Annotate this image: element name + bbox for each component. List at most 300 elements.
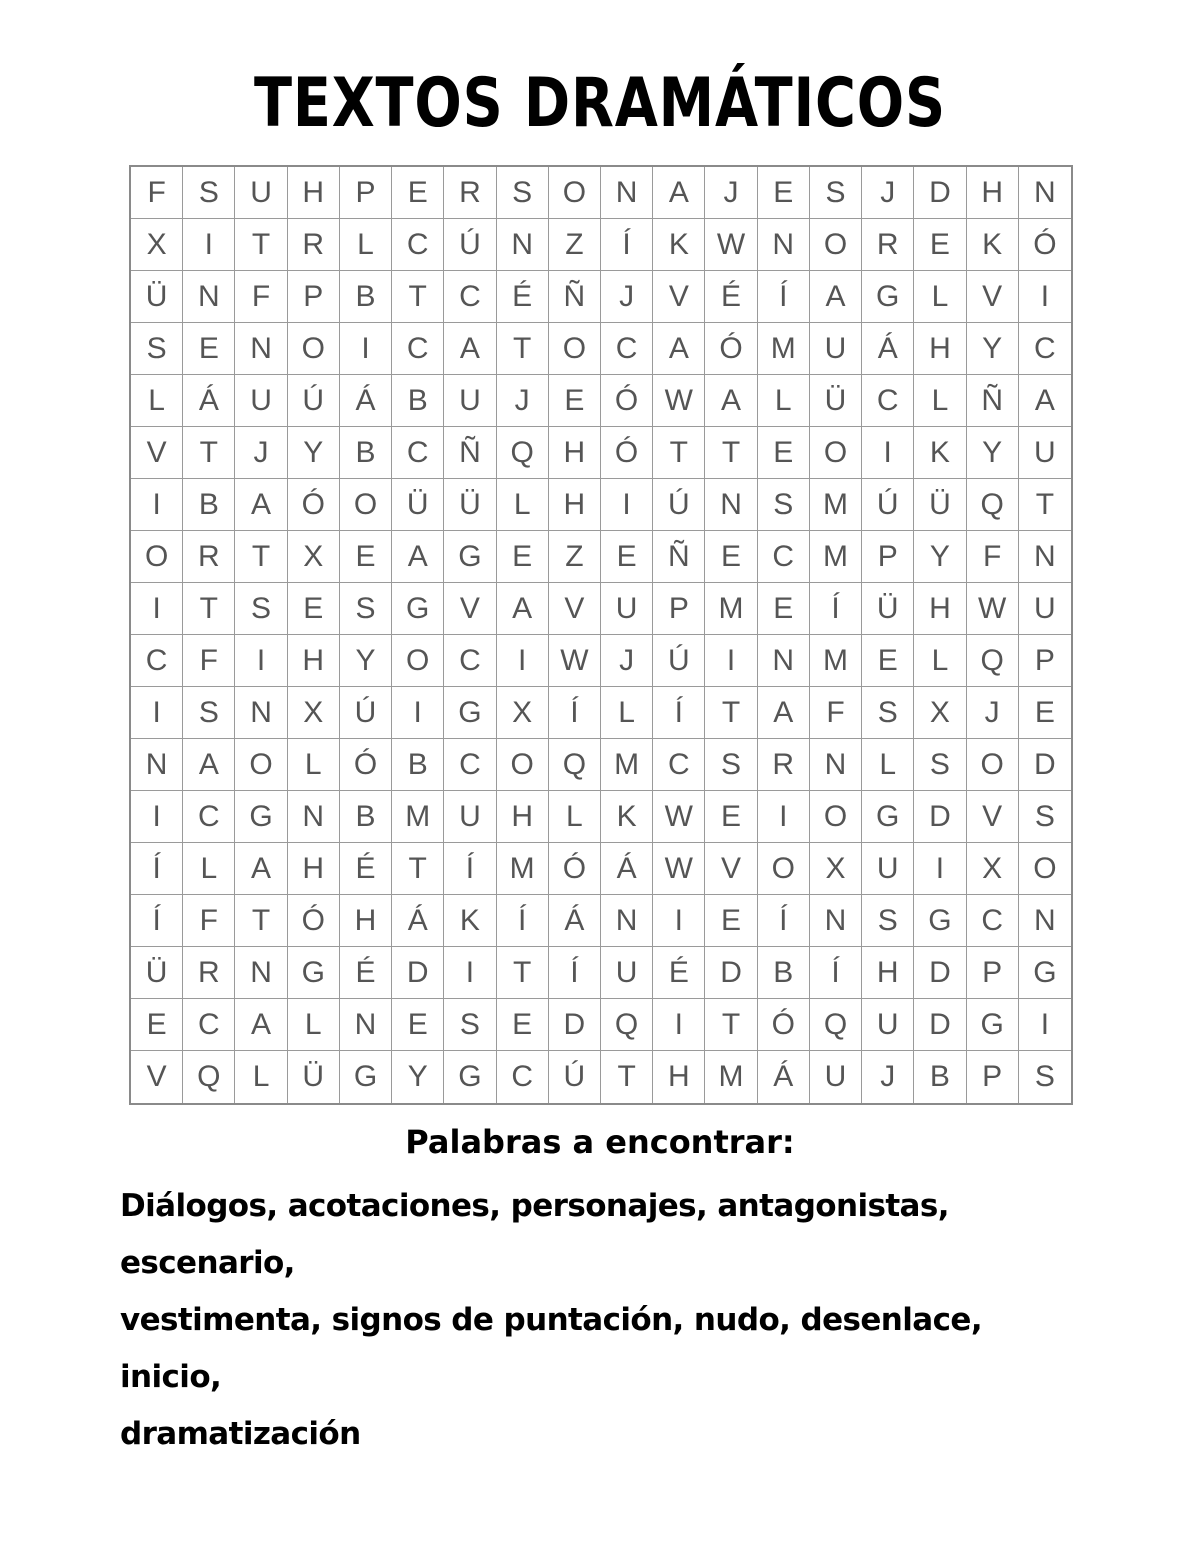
grid-cell: X: [810, 843, 862, 895]
grid-cell: C: [601, 323, 653, 375]
grid-cell: I: [183, 219, 235, 271]
grid-cell: Q: [183, 1051, 235, 1103]
grid-cell: Ó: [601, 427, 653, 479]
grid-cell: N: [758, 219, 810, 271]
grid-cell: X: [131, 219, 183, 271]
grid-cell: U: [1019, 427, 1071, 479]
grid-cell: I: [497, 635, 549, 687]
grid-cell: E: [392, 167, 444, 219]
grid-cell: N: [131, 739, 183, 791]
grid-cell: Ü: [444, 479, 496, 531]
grid-cell: M: [810, 531, 862, 583]
grid-cell: E: [758, 583, 810, 635]
grid-cell: Ü: [131, 271, 183, 323]
grid-cell: G: [444, 1051, 496, 1103]
grid-cell: I: [340, 323, 392, 375]
grid-cell: Ó: [549, 843, 601, 895]
grid-cell: J: [862, 1051, 914, 1103]
grid-cell: G: [1019, 947, 1071, 999]
grid-cell: R: [758, 739, 810, 791]
grid-cell: Ó: [601, 375, 653, 427]
grid-cell: J: [862, 167, 914, 219]
grid-cell: J: [705, 167, 757, 219]
grid-cell: Ó: [288, 895, 340, 947]
grid-cell: Ü: [392, 479, 444, 531]
word-list-line-2: vestimenta, signos de puntación, nudo, desenlace, inicio,: [120, 1302, 983, 1395]
grid-cell: R: [288, 219, 340, 271]
grid-cell: V: [705, 843, 757, 895]
grid-cell: G: [914, 895, 966, 947]
grid-cell: Ó: [705, 323, 757, 375]
grid-cell: S: [810, 167, 862, 219]
grid-cell: N: [235, 947, 287, 999]
grid-cell: H: [914, 323, 966, 375]
grid-cell: L: [914, 375, 966, 427]
grid-cell: X: [288, 687, 340, 739]
grid-cell: D: [392, 947, 444, 999]
grid-cell: R: [862, 219, 914, 271]
grid-cell: É: [340, 947, 392, 999]
grid-cell: I: [705, 635, 757, 687]
grid-cell: O: [1019, 843, 1071, 895]
grid-cell: E: [758, 167, 810, 219]
grid-cell: Í: [810, 947, 862, 999]
grid-cell: P: [1019, 635, 1071, 687]
grid-cell: H: [497, 791, 549, 843]
grid-cell: Ü: [131, 947, 183, 999]
grid-cell: I: [653, 999, 705, 1051]
grid-cell: V: [131, 1051, 183, 1103]
grid-cell: S: [914, 739, 966, 791]
grid-cell: N: [288, 791, 340, 843]
grid-cell: Í: [758, 895, 810, 947]
grid-cell: C: [862, 375, 914, 427]
grid-cell: J: [601, 635, 653, 687]
grid-cell: M: [392, 791, 444, 843]
grid-cell: O: [549, 323, 601, 375]
grid-cell: B: [392, 739, 444, 791]
grid-cell: H: [967, 167, 1019, 219]
grid-cell: H: [914, 583, 966, 635]
grid-cell: V: [131, 427, 183, 479]
grid-cell: E: [183, 323, 235, 375]
grid-cell: H: [288, 167, 340, 219]
grid-cell: I: [131, 479, 183, 531]
grid-cell: U: [862, 999, 914, 1051]
grid-cell: Z: [549, 531, 601, 583]
grid-cell: H: [549, 427, 601, 479]
grid-cell: Ó: [758, 999, 810, 1051]
grid-cell: Y: [392, 1051, 444, 1103]
grid-cell: Y: [340, 635, 392, 687]
grid-cell: A: [810, 271, 862, 323]
grid-cell: E: [131, 999, 183, 1051]
grid-cell: T: [601, 1051, 653, 1103]
grid-cell: E: [914, 219, 966, 271]
grid-cell: D: [549, 999, 601, 1051]
grid-cell: S: [497, 167, 549, 219]
grid-cell: F: [131, 167, 183, 219]
grid-cell: H: [340, 895, 392, 947]
grid-cell: X: [914, 687, 966, 739]
grid-cell: D: [914, 791, 966, 843]
grid-cell: I: [1019, 999, 1071, 1051]
grid-cell: C: [758, 531, 810, 583]
grid-cell: H: [288, 843, 340, 895]
grid-cell: C: [392, 219, 444, 271]
grid-cell: E: [1019, 687, 1071, 739]
grid-cell: B: [340, 427, 392, 479]
grid-cell: P: [862, 531, 914, 583]
grid-cell: I: [131, 583, 183, 635]
grid-cell: É: [705, 271, 757, 323]
grid-cell: I: [131, 791, 183, 843]
grid-cell: P: [967, 1051, 1019, 1103]
grid-cell: M: [601, 739, 653, 791]
grid-cell: N: [810, 895, 862, 947]
grid-cell: R: [183, 531, 235, 583]
grid-cell: Ó: [340, 739, 392, 791]
grid-cell: I: [131, 687, 183, 739]
grid-cell: Í: [549, 947, 601, 999]
grid-cell: Ú: [444, 219, 496, 271]
grid-cell: N: [1019, 531, 1071, 583]
grid-cell: C: [444, 271, 496, 323]
grid-cell: Ú: [653, 635, 705, 687]
grid-cell: C: [444, 635, 496, 687]
word-list-line-1: Diálogos, acotaciones, personajes, antagonistas, escenario,: [120, 1188, 949, 1281]
grid-cell: T: [235, 219, 287, 271]
grid-cell: N: [235, 687, 287, 739]
grid-cell: G: [862, 271, 914, 323]
grid-cell: E: [340, 531, 392, 583]
grid-cell: T: [497, 323, 549, 375]
grid-cell: Ú: [288, 375, 340, 427]
grid-cell: K: [914, 427, 966, 479]
grid-cell: O: [131, 531, 183, 583]
grid-cell: O: [758, 843, 810, 895]
grid-cell: A: [1019, 375, 1071, 427]
grid-cell: W: [653, 843, 705, 895]
grid-cell: C: [1019, 323, 1071, 375]
grid-cell: O: [549, 167, 601, 219]
grid-cell: S: [183, 167, 235, 219]
grid-cell: T: [392, 271, 444, 323]
grid-cell: T: [653, 427, 705, 479]
grid-cell: V: [549, 583, 601, 635]
grid-cell: S: [235, 583, 287, 635]
grid-cell: R: [183, 947, 235, 999]
grid-cell: S: [1034, 1060, 1055, 1093]
grid-cell: U: [862, 843, 914, 895]
grid-cell: M: [810, 635, 862, 687]
grid-cell: Ü: [288, 1051, 340, 1103]
grid-cell: Á: [392, 895, 444, 947]
grid-cell: K: [601, 791, 653, 843]
grid-cell: Y: [914, 531, 966, 583]
grid-cell: E: [288, 583, 340, 635]
grid-cell: M: [758, 323, 810, 375]
grid-cell: T: [235, 531, 287, 583]
grid-cell: Í: [497, 895, 549, 947]
grid-cell: L: [235, 1051, 287, 1103]
grid-cell: C: [392, 323, 444, 375]
grid-cell: H: [549, 479, 601, 531]
grid-cell: C: [183, 791, 235, 843]
grid-cell: Í: [810, 583, 862, 635]
grid-cell: É: [497, 271, 549, 323]
word-list-line-3: dramatización: [120, 1416, 361, 1452]
grid-cell: J: [497, 375, 549, 427]
grid-cell: Q: [810, 999, 862, 1051]
grid-cell: D: [914, 167, 966, 219]
grid-cell: N: [1019, 167, 1071, 219]
grid-cell: Á: [758, 1051, 810, 1103]
grid-cell: Í: [653, 687, 705, 739]
grid-cell: I: [392, 687, 444, 739]
grid-cell: F: [183, 895, 235, 947]
grid-cell: I: [1019, 271, 1071, 323]
grid-cell: I: [601, 479, 653, 531]
grid-cell: Q: [549, 739, 601, 791]
grid-cell: O: [967, 739, 1019, 791]
grid-cell: Á: [340, 375, 392, 427]
grid-cell: G: [235, 791, 287, 843]
grid-cell: Á: [862, 323, 914, 375]
grid-cell: O: [810, 427, 862, 479]
grid-cell: Q: [967, 479, 1019, 531]
grid-cell: L: [914, 635, 966, 687]
grid-cell: N: [235, 323, 287, 375]
grid-cell: A: [497, 583, 549, 635]
grid-cell: F: [235, 271, 287, 323]
grid-cell: A: [653, 323, 705, 375]
grid-cell: U: [601, 583, 653, 635]
grid-cell: T: [705, 427, 757, 479]
grid-cell: C: [392, 427, 444, 479]
grid-cell: Ú: [549, 1051, 601, 1103]
grid-cell: G: [967, 999, 1019, 1051]
grid-cell: L: [288, 999, 340, 1051]
grid-cell: E: [497, 999, 549, 1051]
grid-cell: N: [758, 635, 810, 687]
grid-cell: L: [288, 739, 340, 791]
grid-cell: G: [288, 947, 340, 999]
grid-cell: C: [183, 999, 235, 1051]
grid-cell: Ñ: [967, 375, 1019, 427]
grid-cell: K: [444, 895, 496, 947]
grid-cell: W: [653, 791, 705, 843]
grid-cell: X: [497, 687, 549, 739]
grid-cell: W: [705, 219, 757, 271]
grid-cell: Ñ: [653, 531, 705, 583]
page-title: TEXTOS DRAMÁTICOS: [253, 64, 947, 143]
grid-cell: T: [1019, 479, 1071, 531]
grid-cell: V: [444, 583, 496, 635]
grid-cell: B: [340, 271, 392, 323]
grid-cell: B: [340, 791, 392, 843]
grid-cell: P: [288, 271, 340, 323]
grid-cell: T: [392, 843, 444, 895]
grid-cell: L: [340, 219, 392, 271]
grid-cell: K: [653, 219, 705, 271]
grid-cell: S: [1019, 791, 1071, 843]
grid-cell: Q: [601, 999, 653, 1051]
grid-cell: E: [758, 427, 810, 479]
grid-cell: N: [810, 739, 862, 791]
grid-cell: Ü: [862, 583, 914, 635]
grid-cell: E: [705, 895, 757, 947]
grid-cell: M: [810, 479, 862, 531]
grid-cell: O: [340, 479, 392, 531]
grid-cell: N: [497, 219, 549, 271]
grid-cell: N: [183, 271, 235, 323]
grid-cell: Í: [601, 219, 653, 271]
grid-cell: X: [288, 531, 340, 583]
grid-cell: E: [497, 531, 549, 583]
grid-cell: W: [549, 635, 601, 687]
word-list: [120, 1178, 1080, 1463]
grid-cell: C: [497, 1051, 549, 1103]
grid-cell: É: [340, 843, 392, 895]
grid-cell: L: [183, 843, 235, 895]
grid-cell: E: [601, 531, 653, 583]
grid-cell: X: [967, 843, 1019, 895]
grid-cell: L: [914, 271, 966, 323]
grid-cell: U: [235, 167, 287, 219]
grid-cell: L: [758, 375, 810, 427]
grid-cell: G: [340, 1051, 392, 1103]
grid-cell: W: [653, 375, 705, 427]
grid-cell: D: [1019, 739, 1071, 791]
grid-cell: Ú: [653, 479, 705, 531]
grid-cell: F: [967, 531, 1019, 583]
grid-cell: C: [967, 895, 1019, 947]
grid-cell: A: [235, 479, 287, 531]
grid-cell: I: [235, 635, 287, 687]
grid-cell: U: [601, 947, 653, 999]
grid-cell: U: [810, 1051, 862, 1103]
grid-cell: Ü: [914, 479, 966, 531]
grid-cell: M: [705, 1051, 757, 1103]
grid-cell: A: [183, 739, 235, 791]
grid-cell: O: [392, 635, 444, 687]
grid-cell: A: [392, 531, 444, 583]
grid-cell: O: [497, 739, 549, 791]
grid-cell: N: [601, 167, 653, 219]
word-search-grid: [129, 165, 1073, 1105]
grid-cell: D: [705, 947, 757, 999]
grid-cell: N: [601, 895, 653, 947]
grid-cell: J: [601, 271, 653, 323]
grid-cell: A: [235, 999, 287, 1051]
grid-cell: B: [183, 479, 235, 531]
grid-cell: T: [705, 687, 757, 739]
grid-cell: H: [288, 635, 340, 687]
grid-cell: Í: [131, 843, 183, 895]
grid-cell: B: [758, 947, 810, 999]
grid-cell: I: [914, 843, 966, 895]
grid-cell: G: [444, 687, 496, 739]
grid-cell: Á: [549, 895, 601, 947]
grid-cell: Í: [758, 271, 810, 323]
grid-cell: I: [653, 895, 705, 947]
grid-cell: L: [131, 375, 183, 427]
grid-cell: Á: [601, 843, 653, 895]
grid-cell: E: [705, 531, 757, 583]
grid-cell: S: [862, 895, 914, 947]
grid-cell: V: [967, 791, 1019, 843]
grid-cell: E: [549, 375, 601, 427]
grid-cell: Ú: [340, 687, 392, 739]
grid-cell: C: [653, 739, 705, 791]
grid-cell: T: [183, 427, 235, 479]
words-heading: Palabras a encontrar:: [405, 1123, 795, 1161]
grid-cell: E: [862, 635, 914, 687]
grid-cell: M: [497, 843, 549, 895]
grid-cell: F: [810, 687, 862, 739]
grid-cell: T: [705, 999, 757, 1051]
grid-cell: N: [340, 999, 392, 1051]
grid-cell: Y: [967, 323, 1019, 375]
grid-cell: D: [914, 947, 966, 999]
grid-cell: É: [653, 947, 705, 999]
grid-cell: S: [131, 323, 183, 375]
grid-cell: T: [497, 947, 549, 999]
grid-cell: A: [235, 843, 287, 895]
grid-cell: H: [653, 1051, 705, 1103]
grid-cell: M: [705, 583, 757, 635]
grid-cell: Y: [288, 427, 340, 479]
grid-cell: Ú: [862, 479, 914, 531]
grid-cell: O: [810, 791, 862, 843]
grid-cell: P: [340, 167, 392, 219]
grid-cell: Q: [967, 635, 1019, 687]
grid-cell: Í: [444, 843, 496, 895]
grid-cell: P: [967, 947, 1019, 999]
grid-cell: A: [758, 687, 810, 739]
grid-cell: A: [705, 375, 757, 427]
grid-cell: R: [444, 167, 496, 219]
grid-cell: P: [653, 583, 705, 635]
grid-cell: Ñ: [444, 427, 496, 479]
grid-cell: T: [235, 895, 287, 947]
grid-cell: Ó: [1019, 219, 1071, 271]
grid-cell: U: [444, 791, 496, 843]
grid-cell: S: [862, 687, 914, 739]
grid-cell: N: [1019, 895, 1071, 947]
grid-cell: Á: [183, 375, 235, 427]
grid-cell: I: [862, 427, 914, 479]
grid-cell: V: [653, 271, 705, 323]
grid-cell: I: [444, 947, 496, 999]
grid-cell: Q: [497, 427, 549, 479]
grid-cell: U: [444, 375, 496, 427]
grid-cell: U: [810, 323, 862, 375]
grid-cell: Y: [967, 427, 1019, 479]
grid-cell: L: [601, 687, 653, 739]
grid-cell: A: [444, 323, 496, 375]
grid-cell: J: [967, 687, 1019, 739]
grid-cell: S: [758, 479, 810, 531]
grid-cell: Í: [131, 895, 183, 947]
grid-cell: G: [862, 791, 914, 843]
grid-cell: E: [705, 791, 757, 843]
grid-cell: L: [497, 479, 549, 531]
grid-cell: F: [183, 635, 235, 687]
grid-cell: C: [131, 635, 183, 687]
grid-cell: L: [862, 739, 914, 791]
